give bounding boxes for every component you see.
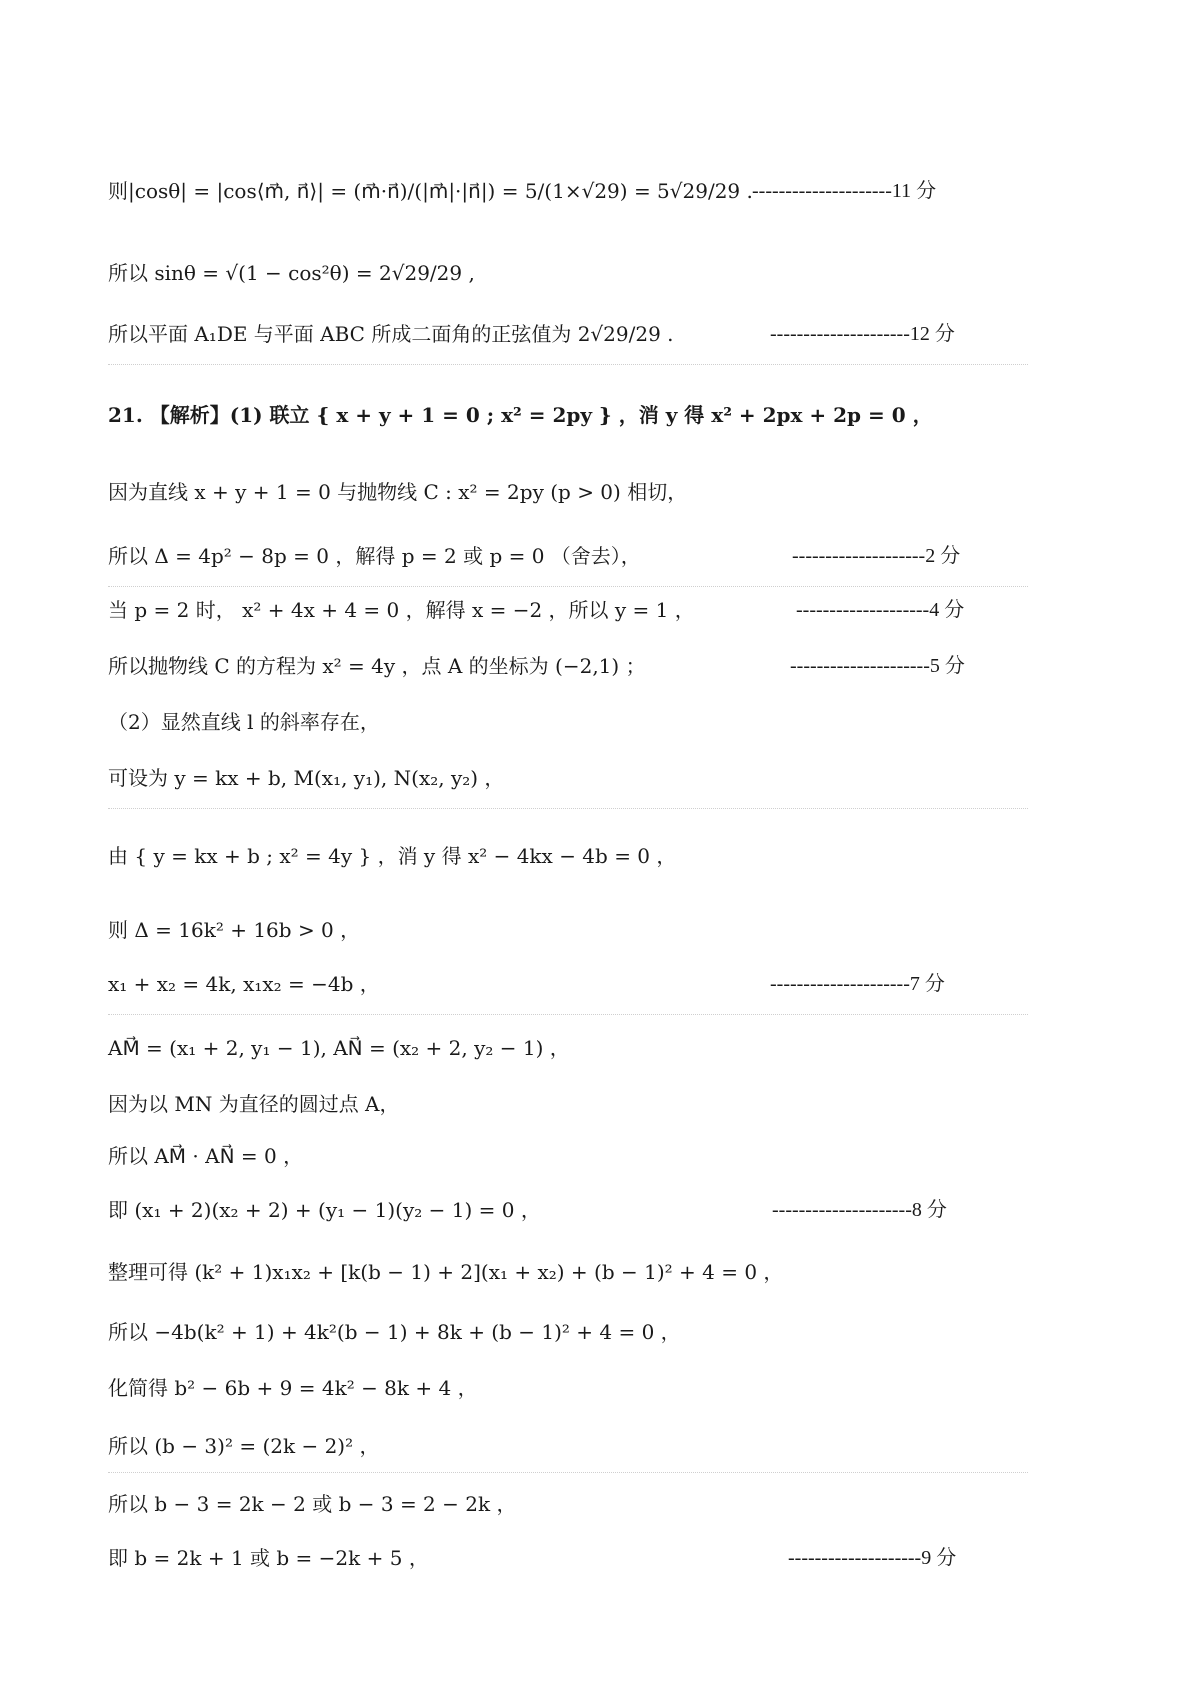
score-mark: ---------------------8 分 [772,1199,947,1221]
section-header: 21. 【解析】(1) 联立 { x + y + 1 = 0 ; x² = 2py } ，消 y 得 x² + 2px + 2p = 0 ， [108,403,933,427]
score-mark: --------------------2 分 [792,545,961,567]
score-mark: ---------------------11 分 [752,180,937,202]
text-line: 所以 Δ = 4p² − 8p = 0 ，解得 p = 2 或 p = 0 （舍去）， [108,544,641,568]
text-line: AM⃗ = (x₁ + 2, y₁ − 1), AN⃗ = (x₂ + 2, y₂ − 1) ， [108,1036,570,1060]
text-line: 所以平面 A₁DE 与平面 ABC 所成二面角的正弦值为 2√29/29 . [108,322,674,346]
text-line: 即 (x₁ + 2)(x₂ + 2) + (y₁ − 1)(y₂ − 1) = 0 ， [108,1198,541,1222]
divider [108,808,1028,809]
text-line: （2）显然直线 l 的斜率存在， [108,710,380,734]
text-line: 由 { y = kx + b ; x² = 4y } ，消 y 得 x² − 4kx − 4b = 0 ， [108,844,677,868]
score-mark: ---------------------5 分 [790,655,965,677]
text-line: x₁ + x₂ = 4k, x₁x₂ = −4b ， [108,972,380,996]
score-mark: --------------------4 分 [796,599,965,621]
divider [108,586,1028,587]
text-line: 当 p = 2 时， x² + 4x + 4 = 0 ，解得 x = −2 ，所以 y = 1 ， [108,598,695,622]
text-line: 因为以 MN 为直径的圆过点 A， [108,1092,400,1116]
text-line: 可设为 y = kx + b, M(x₁, y₁), N(x₂, y₂) ， [108,766,505,790]
text-line: 所以 (b − 3)² = (2k − 2)² ， [108,1434,380,1458]
divider [108,364,1028,365]
score-mark: ---------------------7 分 [770,973,945,995]
text-line: 因为直线 x + y + 1 = 0 与抛物线 C : x² = 2py (p > 0) 相切， [108,480,688,504]
text-line: 化简得 b² − 6b + 9 = 4k² − 8k + 4 ， [108,1376,478,1400]
text-line: 整理可得 (k² + 1)x₁x₂ + [k(b − 1) + 2](x₁ + x₂) + (b − 1)² + 4 = 0 ， [108,1260,784,1284]
score-mark: ---------------------12 分 [770,323,955,345]
text-line: 所以 b − 3 = 2k − 2 或 b − 3 = 2 − 2k ， [108,1492,517,1516]
text-line: 所以 sinθ = √(1 − cos²θ) = 2√29/29 , [108,261,475,285]
text-line: 所以 AM⃗ · AN⃗ = 0 ， [108,1144,304,1168]
divider [108,1014,1028,1015]
text-line: 所以抛物线 C 的方程为 x² = 4y ，点 A 的坐标为 (−2,1) ； [108,654,646,678]
score-mark: --------------------9 分 [788,1547,957,1569]
text-line: 所以 −4b(k² + 1) + 4k²(b − 1) + 8k + (b − 1)² + 4 = 0 ， [108,1320,681,1344]
divider [108,1472,1028,1473]
text-line: 则|cosθ| = |cos⟨m⃗, n⃗⟩| = (m⃗·n⃗)/(|m⃗|·|n⃗|) = 5/(1×√29) = 5√29/29 . [108,179,753,203]
text-line: 则 Δ = 16k² + 16b > 0 ， [108,918,361,942]
text-line: 即 b = 2k + 1 或 b = −2k + 5 ， [108,1546,429,1570]
